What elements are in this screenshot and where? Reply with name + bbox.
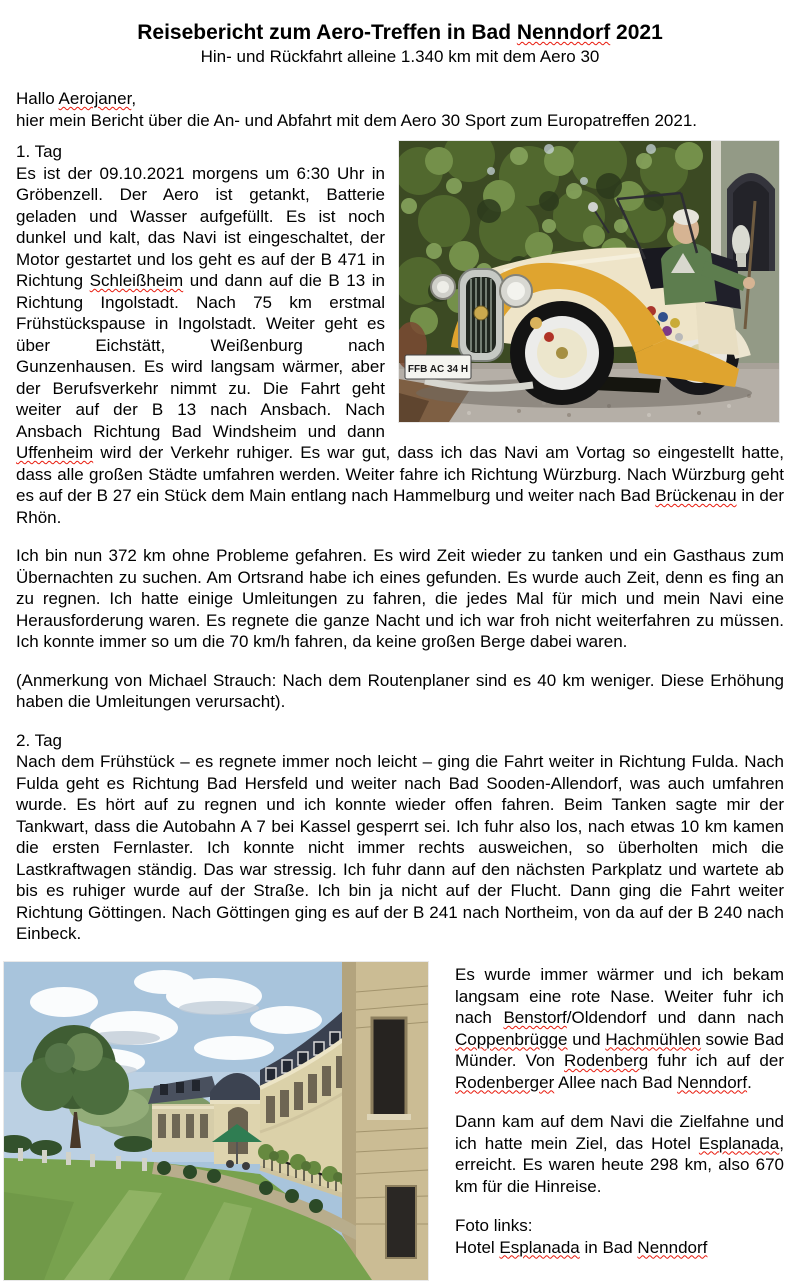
text-run: Allee nach Bad: [554, 1072, 678, 1092]
misspelled-word: Esplanada: [499, 1237, 580, 1257]
text-run: , erreicht. Es waren heute 298 km, also 670 km für die Hinreise.: [455, 1133, 784, 1196]
text-run: Es wurde immer wärmer und ich bekam langsam eine rote Nase. Weiter fuhr ich nach: [455, 965, 784, 1027]
misspelled-word: Rodenberg: [564, 1051, 649, 1070]
greeting: [16, 88, 784, 131]
misspelled-word: Brückenau: [655, 486, 737, 505]
misspelled-word: Coppenbrügge: [455, 1029, 568, 1049]
misspelled-word: Schleißheim: [89, 271, 184, 290]
title-text: 2021: [610, 21, 663, 44]
day2-paragraph: Nach dem Frühstück – es regnete immer noch leicht – ging die Fahrt weiter in Richtung Fulda. Nach Fulda geht es Richtung Bad Hersfeld und weiter nach Bad Sooden-Allendorf, was auch umfahren wurde. Es hört auf zu regnen und ich konnte wieder offen fahren. Beim Tanken sagte mir der Tankwart, dass die Autobahn A 7 bei Kassel gesperrt sei. Ich fuhr also los, nach etwas 10 km kamen die ersten Fernlaster. Ich konnte nicht immer rechts ausweichen, so überholten mich die Lastkraftwagen ständig. Das war stressig. Ich fuhr dann auf den nächsten Parkplatz und wartete ab bis es ruhiger wurde auf der Straße. Ich bin ja nicht auf der Flucht. Dann ging die Fahrt weiter Richtung Göttingen. Nach Göttingen ging es auf der B 241 nach Northeim, von da auf der B 240 nach Einbeck.: [16, 752, 784, 943]
arrival-section: [16, 958, 784, 1282]
text-run: .: [747, 1072, 752, 1092]
greeting-line-1: [16, 88, 784, 110]
misspelled-word: Rodenberger: [455, 1072, 555, 1092]
text-run: in Bad: [579, 1237, 638, 1257]
car-photo-illustration: [399, 141, 779, 422]
day1-section: [16, 141, 784, 713]
hotel-photo: [4, 962, 428, 1280]
text-run: Es ist der 09.10.2021 morgens um 6:30 Uhr in Gröbenzell. Der Aero ist getankt, Batterie geladen und Wasser aufgefüllt. Es ist noch dunkel und kalt, das Navi ist eingeschaltet, der Motor gestartet und los geht es auf der B 471 in Richtung: [16, 163, 385, 290]
text-run: wird der Verkehr ruhiger. Es war gut, dass ich das Navi am Vortag so eingestellt hatte, dass alle großen Städte umfahren werden. Weiter fahre ich Richtung Würzburg. Nach Würzburg geht es auf der B 27 ein Stück dem Main entlang nach Hammelburg und weiter nach Bad: [16, 443, 784, 505]
misspelled-word: Uffenheim: [16, 443, 94, 462]
text-run: /Oldendorf und dann nach: [566, 1008, 784, 1027]
editor-note: (Anmerkung von Michael Strauch: Nach dem Routenplaner sind es 40 km weniger. Diese Erhöhung haben die Umleitungen verursacht).: [16, 670, 784, 711]
text-run: sowie Bad Münder. Von: [455, 1029, 784, 1070]
building-far-wing: [148, 1076, 218, 1152]
document-page: [0, 20, 800, 1282]
hotel-photo-illustration: [4, 962, 428, 1280]
day1-heading: 1. Tag: [16, 142, 63, 161]
license-plate: [405, 355, 471, 379]
page-title: [16, 20, 784, 46]
text-run: in der Rhön.: [16, 486, 785, 527]
text-run: und: [567, 1029, 606, 1049]
page-subtitle: Hin- und Rückfahrt alleine 1.340 km mit dem Aero 30: [200, 47, 600, 66]
misspelled-word: Nenndorf: [516, 21, 611, 44]
day1-paragraph-2: Ich bin nun 372 km ohne Probleme gefahren. Es wird Zeit wieder zu tanken und ein Gasthaus zum Übernachten zu suchen. Am Ortsrand habe ich eines gefunden. Es wurde auch Zeit, denn es fing an zu regnen. Ich hatte einige Umleitungen zu fahren, die jedes Mal für mich und mein Navi eine Herausforderung waren. Es regnete die ganze Nacht und ich war froh nicht weiterfahren zu müssen. Ich konnte immer so um die 70 km/h fahren, da keine großen Berge dabei waren.: [16, 546, 784, 651]
text-run: Hallo: [16, 89, 59, 108]
greeting-line-2: hier mein Bericht über die An- und Abfahrt mit dem Aero 30 Sport zum Europatreffen 2021.: [16, 110, 698, 130]
text-run: ,: [131, 89, 137, 108]
text-run: und dann auf die B 13 in Richtung Ingolstadt. Nach 75 km erstmal Frühstückspause in Ingolstadt. Weiter geht es über Eichstätt, Weißenburg nach Gunzenhausen. Es wird langsam wärmer, aber der Berufsverkehr nimmt zu. Die Fahrt geht weiter auf der B 13 nach Ansbach. Nach Ansbach Richtung Bad Windsheim und dann: [16, 271, 385, 441]
text-run: Hotel: [455, 1237, 500, 1257]
misspelled-word: Aerojaner: [58, 89, 132, 108]
day2-section: [16, 730, 784, 945]
misspelled-word: Benstorf: [503, 1008, 567, 1027]
misspelled-word: Nenndorf: [637, 1237, 708, 1257]
text-run: fuhr ich auf der: [648, 1051, 785, 1070]
misspelled-word: Esplanada: [698, 1133, 780, 1153]
car-photo: [399, 141, 779, 422]
misspelled-word: Hachmühlen: [605, 1029, 701, 1049]
photo-caption-label: Foto links:: [455, 1216, 533, 1235]
text-run: Dann kam auf dem Navi die Zielfahne und ich hatte mein Ziel, das Hotel: [455, 1112, 784, 1153]
title-text: Reisebericht zum Aero-Treffen in Bad: [137, 21, 517, 44]
day2-heading: 2. Tag: [16, 730, 63, 750]
radiator-grille: [459, 269, 503, 361]
license-plate-text: FFB AC 34 H: [407, 364, 469, 375]
misspelled-word: Nenndorf: [677, 1072, 748, 1092]
